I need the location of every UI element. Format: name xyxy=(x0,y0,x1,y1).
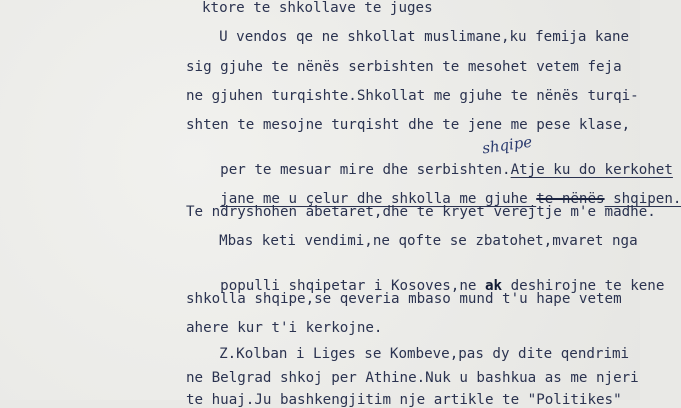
text-line-11: shkolla shqipe,se qeveria mbaso mund t'u hape vetem xyxy=(186,291,622,307)
text-line-15: te huaj.Ju bashkengjitim nje artikle te "Politikes" xyxy=(186,392,622,408)
text-line-3: sig gjuhe te nënës serbishten te mesohet vetem feja xyxy=(186,59,622,75)
text-line-9: Mbas keti vendimi,ne qofte se zbatohet,mvaret nga xyxy=(202,233,638,249)
text-line-4: ne gjuhen turqishte.Shkollat me gjuhe te nënës turqi- xyxy=(186,88,639,104)
text-line-13: Z.Kolban i Liges se Kombeve,pas dy dite qendrimi xyxy=(202,346,630,362)
text-line-2: U vendos qe ne shkollat muslimane,ku femija kane xyxy=(202,29,630,45)
struck-text: te nënës xyxy=(536,191,605,207)
text-line-14: ne Belgrad shkoj per Athine.Nuk u bashkua as me njeri xyxy=(186,370,639,386)
text-line-10-start: populli shqipetar i Kosoves,ne xyxy=(220,278,477,294)
text-line-10-end: deshirojne te kene xyxy=(510,278,665,294)
text-line-7-end: shqipen. xyxy=(604,191,681,207)
handwritten-correction: shqipe xyxy=(480,132,534,158)
text-line-7-start: jane me u çelur dhe shkolla me gjuhe xyxy=(220,191,537,207)
text-line-5: shten te mesojne turqisht dhe te jene me pese klase, xyxy=(186,117,631,133)
overtyped-mark: ak xyxy=(484,278,503,294)
text-line-12: ahere kur t'i kerkojne. xyxy=(186,320,383,336)
underlined-insertion: Atje ku do kerkohet xyxy=(510,162,673,178)
text-line-8: Te ndryshohen abetaret,dhe te kryet verejtje m'e madhe. xyxy=(186,204,656,220)
text-line-6-start: per te mesuar mire dhe serbishten. xyxy=(220,162,511,178)
text-line-1: ktore te shkollave te juges xyxy=(202,0,433,16)
